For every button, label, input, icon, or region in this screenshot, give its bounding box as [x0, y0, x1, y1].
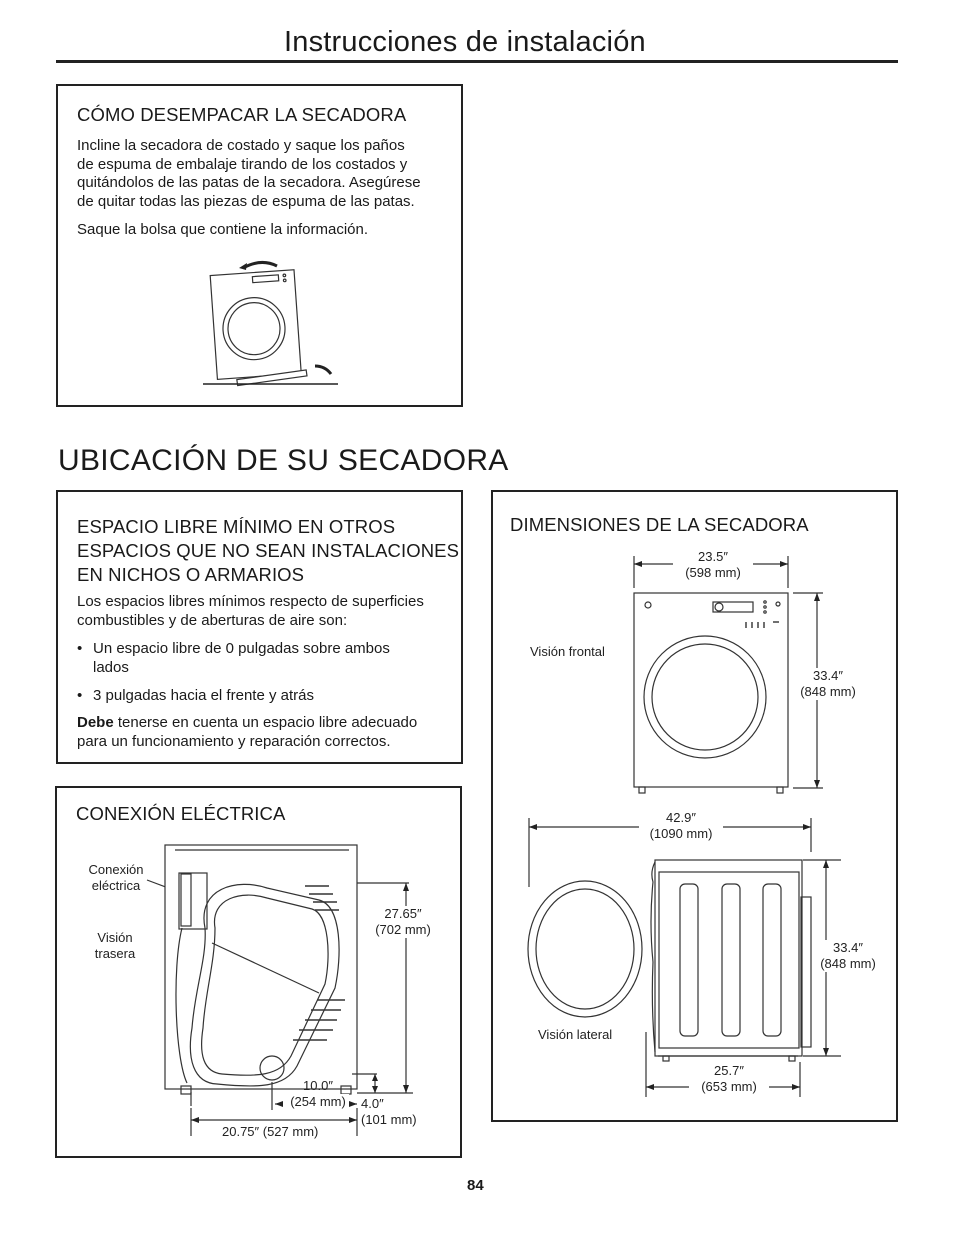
electrical-heading: CONEXIÓN ELÉCTRICA — [76, 803, 286, 824]
clearance-note — [77, 714, 417, 751]
unpack-line: de espuma de embalaje tirando de los costados y — [77, 155, 408, 173]
side-height-label: 33.4″ (848 mm) — [813, 940, 883, 972]
clearance-heading-line: ESPACIOS QUE NO SEAN INSTALACIONES — [77, 540, 460, 561]
dim-4-label: 4.0″ (101 mm) — [361, 1096, 417, 1127]
unpack-line: quitándolos de las patas de la secadora. Asegúrese — [77, 174, 421, 191]
unpack-bag-text: Saque la bolsa que contiene la información. — [77, 221, 369, 238]
unpack-box — [56, 84, 463, 407]
dim-10-label: 10.0″ (254 mm) — [287, 1078, 349, 1110]
dimensions-box — [491, 490, 898, 1122]
clearance-heading-line: EN NICHOS O ARMARIOS — [77, 564, 305, 585]
unpack-heading: CÓMO DESEMPACAR LA SECADORA — [77, 104, 407, 125]
bullet-icon: • — [77, 640, 83, 657]
side-depth-open-label: 42.9″ (1090 mm) — [639, 810, 723, 842]
page-title: Instrucciones de instalación — [284, 26, 646, 58]
front-height-label: 33.4″ (848 mm) — [793, 668, 863, 700]
front-view-label: Visión frontal — [530, 644, 605, 659]
unpack-line: de quitar todas las piezas de espuma de las patas. — [77, 192, 415, 210]
clearance-heading — [77, 515, 459, 587]
dim-height-label: 27.65″ (702 mm) — [369, 906, 437, 938]
clearance-box — [56, 490, 463, 764]
dimensions-heading: DIMENSIONES DE LA SECADORA — [510, 514, 809, 535]
clearance-heading-line: ESPACIO LIBRE MÍNIMO EN OTROS — [77, 516, 396, 537]
clearance-intro-line: Los espacios libres mínimos respecto de superficies — [77, 593, 424, 610]
bullet-icon: • — [77, 687, 83, 704]
title-rule — [56, 60, 898, 63]
page-number: 84 — [467, 1177, 484, 1194]
unpack-line: Incline la secadora de costado y saque los paños — [77, 137, 405, 154]
tilted-dryer-illustration — [203, 254, 343, 389]
list-item — [77, 687, 447, 706]
clearance-intro — [77, 593, 424, 630]
rear-view-label: Visión trasera — [94, 930, 136, 961]
dim-width-label: 20.75″ (527 mm) — [222, 1124, 319, 1139]
bullet-line: Un espacio libre de 0 pulgadas sobre ambos — [93, 640, 390, 657]
must-line2: para un funcionamiento y reparación correctos. — [77, 732, 391, 750]
must-rest: tenerse en cuenta un espacio libre adecuado — [113, 714, 418, 731]
bullet-line: 3 pulgadas hacia el frente y atrás — [93, 687, 314, 704]
side-depth-label: 25.7″ (653 mm) — [689, 1063, 769, 1095]
front-width-label: 23.5″ (598 mm) — [673, 549, 753, 581]
unpack-text — [77, 137, 457, 211]
clearance-bullets — [77, 640, 447, 716]
must-bold: Debe — [77, 714, 114, 731]
section-title: UBICACIÓN DE SU SECADORA — [58, 444, 509, 477]
side-view-label: Visión lateral — [538, 1027, 613, 1042]
electrical-box — [55, 786, 462, 1158]
bullet-line: lados — [93, 658, 129, 676]
clearance-intro-line: combustibles y de aberturas de aire son: — [77, 611, 348, 629]
list-item — [77, 640, 447, 677]
connection-label: Conexión eléctrica — [88, 862, 144, 893]
